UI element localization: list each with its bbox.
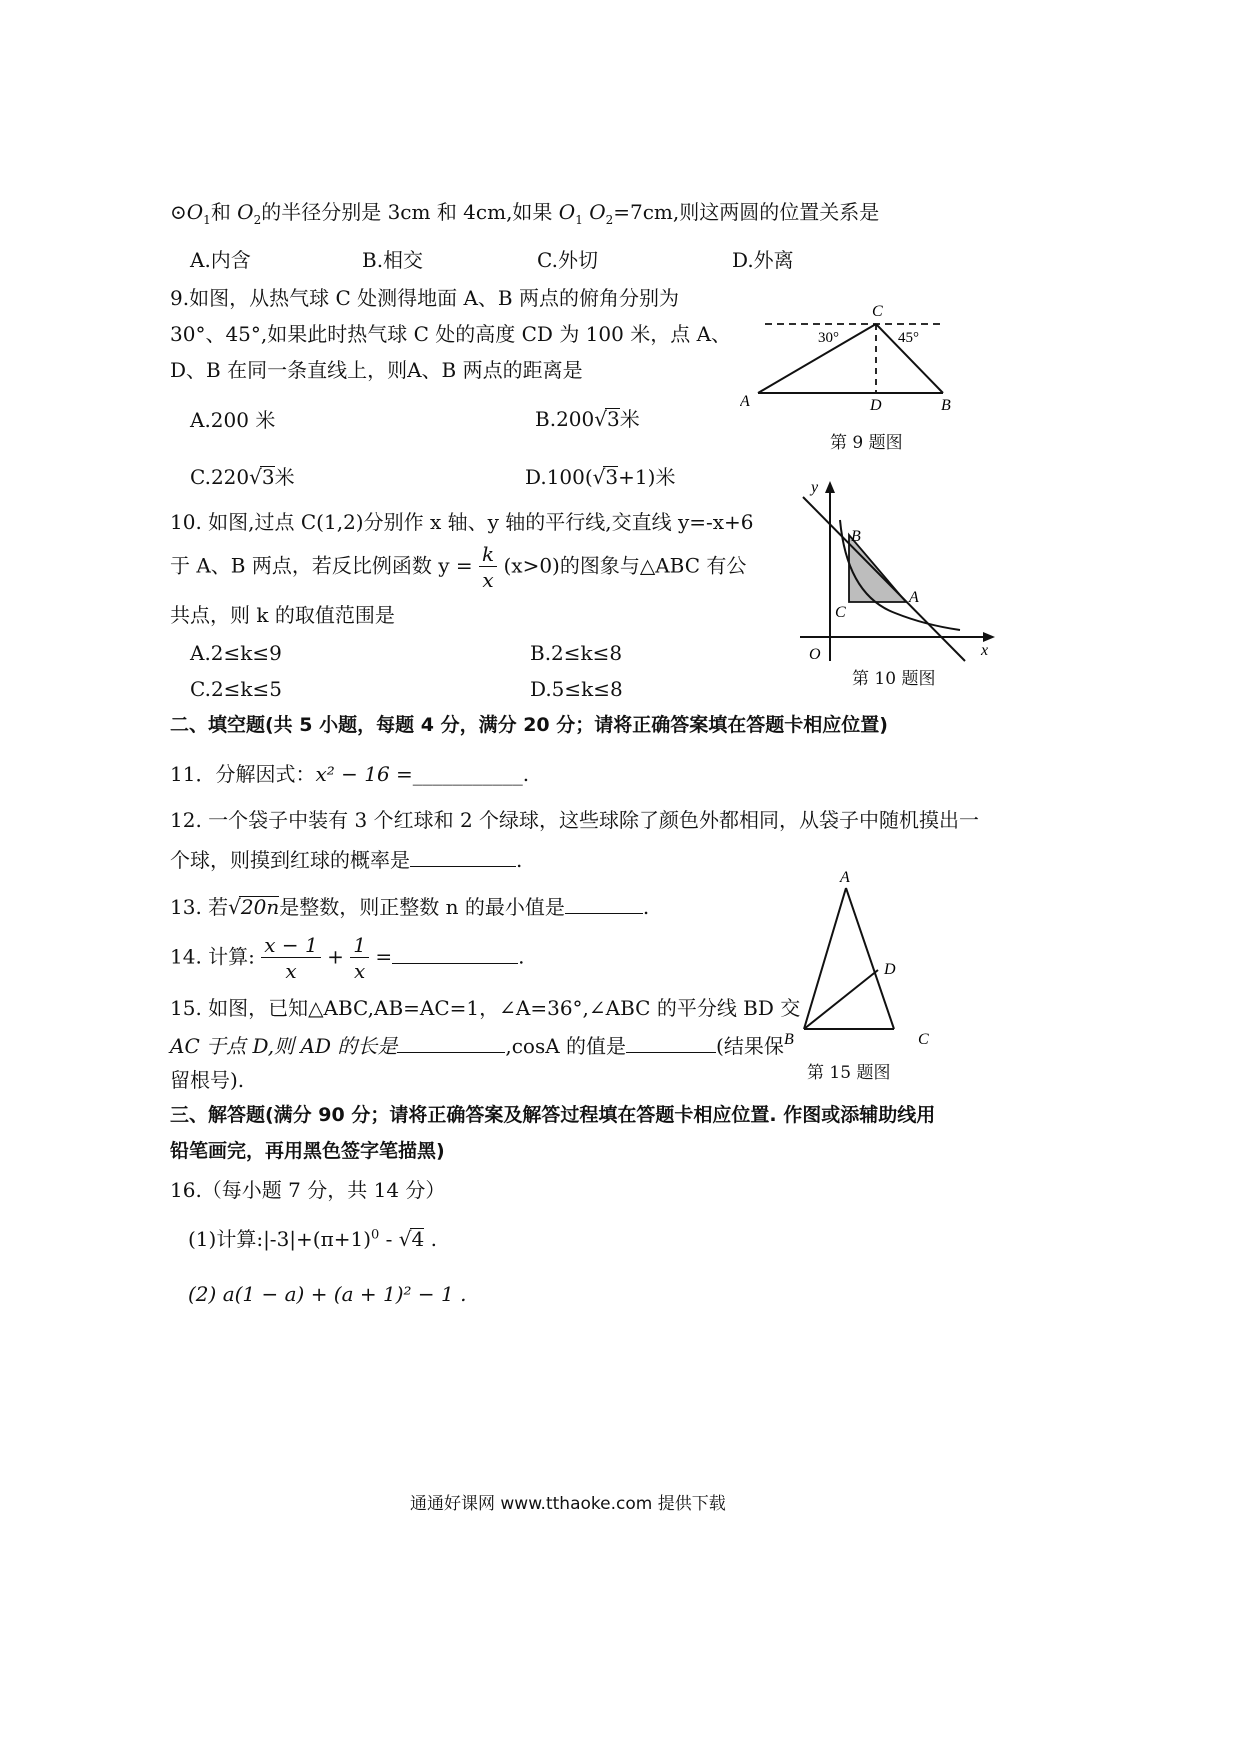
- fig9-caption: 第 9 题图: [830, 433, 903, 453]
- fig10-label-y: y: [811, 479, 819, 496]
- q12-answer-blank: [410, 848, 516, 867]
- fig10-label-o: O: [809, 646, 821, 663]
- q14-fraction-1: $\frac{x - 1}{x}$: [261, 935, 320, 981]
- figure-9: [740, 300, 970, 410]
- fig10-caption: 第 10 题图: [852, 669, 936, 689]
- fig10-label-x: x: [981, 642, 989, 659]
- fig9-label-a: A: [740, 393, 750, 410]
- fig15-label-c: C: [918, 1031, 929, 1048]
- fig15-label-b: B: [784, 1031, 794, 1048]
- q16-part-1: (1)计算$:|-3|+(\pi+1)^0 - √4$ .: [188, 1227, 437, 1251]
- fig10-x-arrow: [983, 632, 995, 642]
- q16-heading: 16.（每小题 7 分，共 14 分）: [170, 1178, 446, 1202]
- fig15-label-a: A: [840, 869, 850, 886]
- q15-line-2: AC 于点 D,则 AD 的长是 ,cosA 的值是 (结果保: [170, 1034, 784, 1058]
- q14-answer-blank: [392, 945, 518, 964]
- q15-line-3: 留根号).: [170, 1068, 245, 1092]
- q9-option-b: B.200√3米: [535, 407, 640, 431]
- q10-option-c: C.2≤k≤5: [190, 677, 283, 701]
- figure-10: [795, 475, 1005, 665]
- q9-line-1: 9.如图，从热气球 C 处测得地面 A、B 两点的俯角分别为: [170, 286, 679, 310]
- q9-option-c: C.220√3米: [190, 465, 295, 489]
- q9-option-a: A.200 米: [190, 408, 276, 432]
- q15-answer-blank-1: [397, 1034, 505, 1053]
- fig10-y-arrow: [825, 481, 835, 493]
- fig15-label-d: D: [884, 961, 896, 978]
- q10-line-2: 于 A、B 两点，若反比例函数 y = $\frac{k}{x}$ (x>0)的图象与△ABC 有公: [170, 542, 747, 592]
- section-3-line-1: 三、解答题(满分 90 分；请将正确答案及解答过程填在答题卡相应位置. 作图或添辅助线用: [170, 1104, 936, 1126]
- q10-line-3: 共点，则 k 的取值范围是: [170, 603, 395, 627]
- fig15-bisector-bd: [804, 970, 878, 1029]
- q9-option-d: D.100(√3+1)米: [525, 465, 676, 489]
- q8-option-c: C.外切: [537, 248, 598, 272]
- section-2-heading: 二、填空题(共 5 小题，每题 4 分，满分 20 分；请将正确答案填在答题卡相应位置): [170, 714, 888, 736]
- q8-option-d: D.外离: [732, 248, 794, 272]
- q8-option-b: B.相交: [362, 248, 424, 272]
- q12-line-2: 个球，则摸到红球的概率是 .: [170, 848, 523, 872]
- q11: 11．分解因式：x² − 16 =___________.: [170, 762, 530, 786]
- fig9-label-30: 30°: [818, 330, 839, 346]
- q10-fraction-k-over-x: $\frac{k}{x}$: [479, 544, 497, 590]
- q15-answer-blank-2: [626, 1034, 716, 1053]
- fig9-label-d: D: [870, 397, 882, 410]
- q10-option-a: A.2≤k≤9: [190, 641, 282, 665]
- fig15-caption: 第 15 题图: [807, 1063, 891, 1083]
- fig10-label-b: B: [851, 528, 861, 545]
- fig10-label-a: A: [909, 589, 919, 606]
- fig9-label-45: 45°: [898, 330, 919, 346]
- fig10-label-c: C: [835, 604, 846, 621]
- q9-line-2: 30°、45°,如果此时热气球 C 处的高度 CD 为 100 米，点 A、: [170, 322, 732, 346]
- q8-stem: $⊙O_1$和 $O_2$的半径分别是 3cm 和 4cm,如果 $O_1$ $O_2=7cm$,则这两圆的位置关系是: [170, 200, 880, 227]
- q13-answer-blank: [565, 895, 643, 914]
- q12-line-1: 12. 一个袋子中装有 3 个红球和 2 个绿球，这些球除了颜色外都相同，从袋子中随机摸出一: [170, 808, 980, 832]
- fig9-segment-ac: [758, 324, 876, 393]
- q14-fraction-2: $\frac{1}{x}$: [350, 935, 369, 981]
- fig9-label-c: C: [872, 303, 883, 320]
- figure-15: [778, 866, 948, 1051]
- q10-option-d: D.5≤k≤8: [530, 677, 623, 701]
- q10-line-1: 10. 如图,过点 C(1,2)分别作 x 轴、y 轴的平行线,交直线 y=-x+6: [170, 510, 754, 534]
- q10-option-b: B.2≤k≤8: [530, 641, 623, 665]
- fig15-side-ab: [804, 888, 846, 1029]
- q16-part-2: (2) a(1 − a) + (a + 1)² − 1 .: [188, 1282, 467, 1306]
- q9-line-3: D、B 在同一条直线上，则A、B 两点的距离是: [170, 358, 583, 382]
- page-footer: 通通好课网 www.tthaoke.com 提供下载: [410, 1494, 726, 1514]
- section-3-line-2: 铅笔画完，再用黑色签字笔描黑): [170, 1140, 445, 1162]
- q13: 13. 若√20n是整数，则正整数 n 的最小值是 .: [170, 895, 650, 919]
- fig9-label-b: B: [941, 397, 951, 410]
- q15-line-1: 15. 如图，已知△ABC,AB=AC=1，∠A=36°,∠ABC 的平分线 BD 交: [170, 996, 801, 1020]
- fig15-side-ac: [846, 888, 894, 1029]
- q14: 14. 计算: $\frac{x - 1}{x}$ + $\frac{1}{x}$ = .: [170, 933, 525, 983]
- q8-option-a: A.内含: [190, 248, 251, 272]
